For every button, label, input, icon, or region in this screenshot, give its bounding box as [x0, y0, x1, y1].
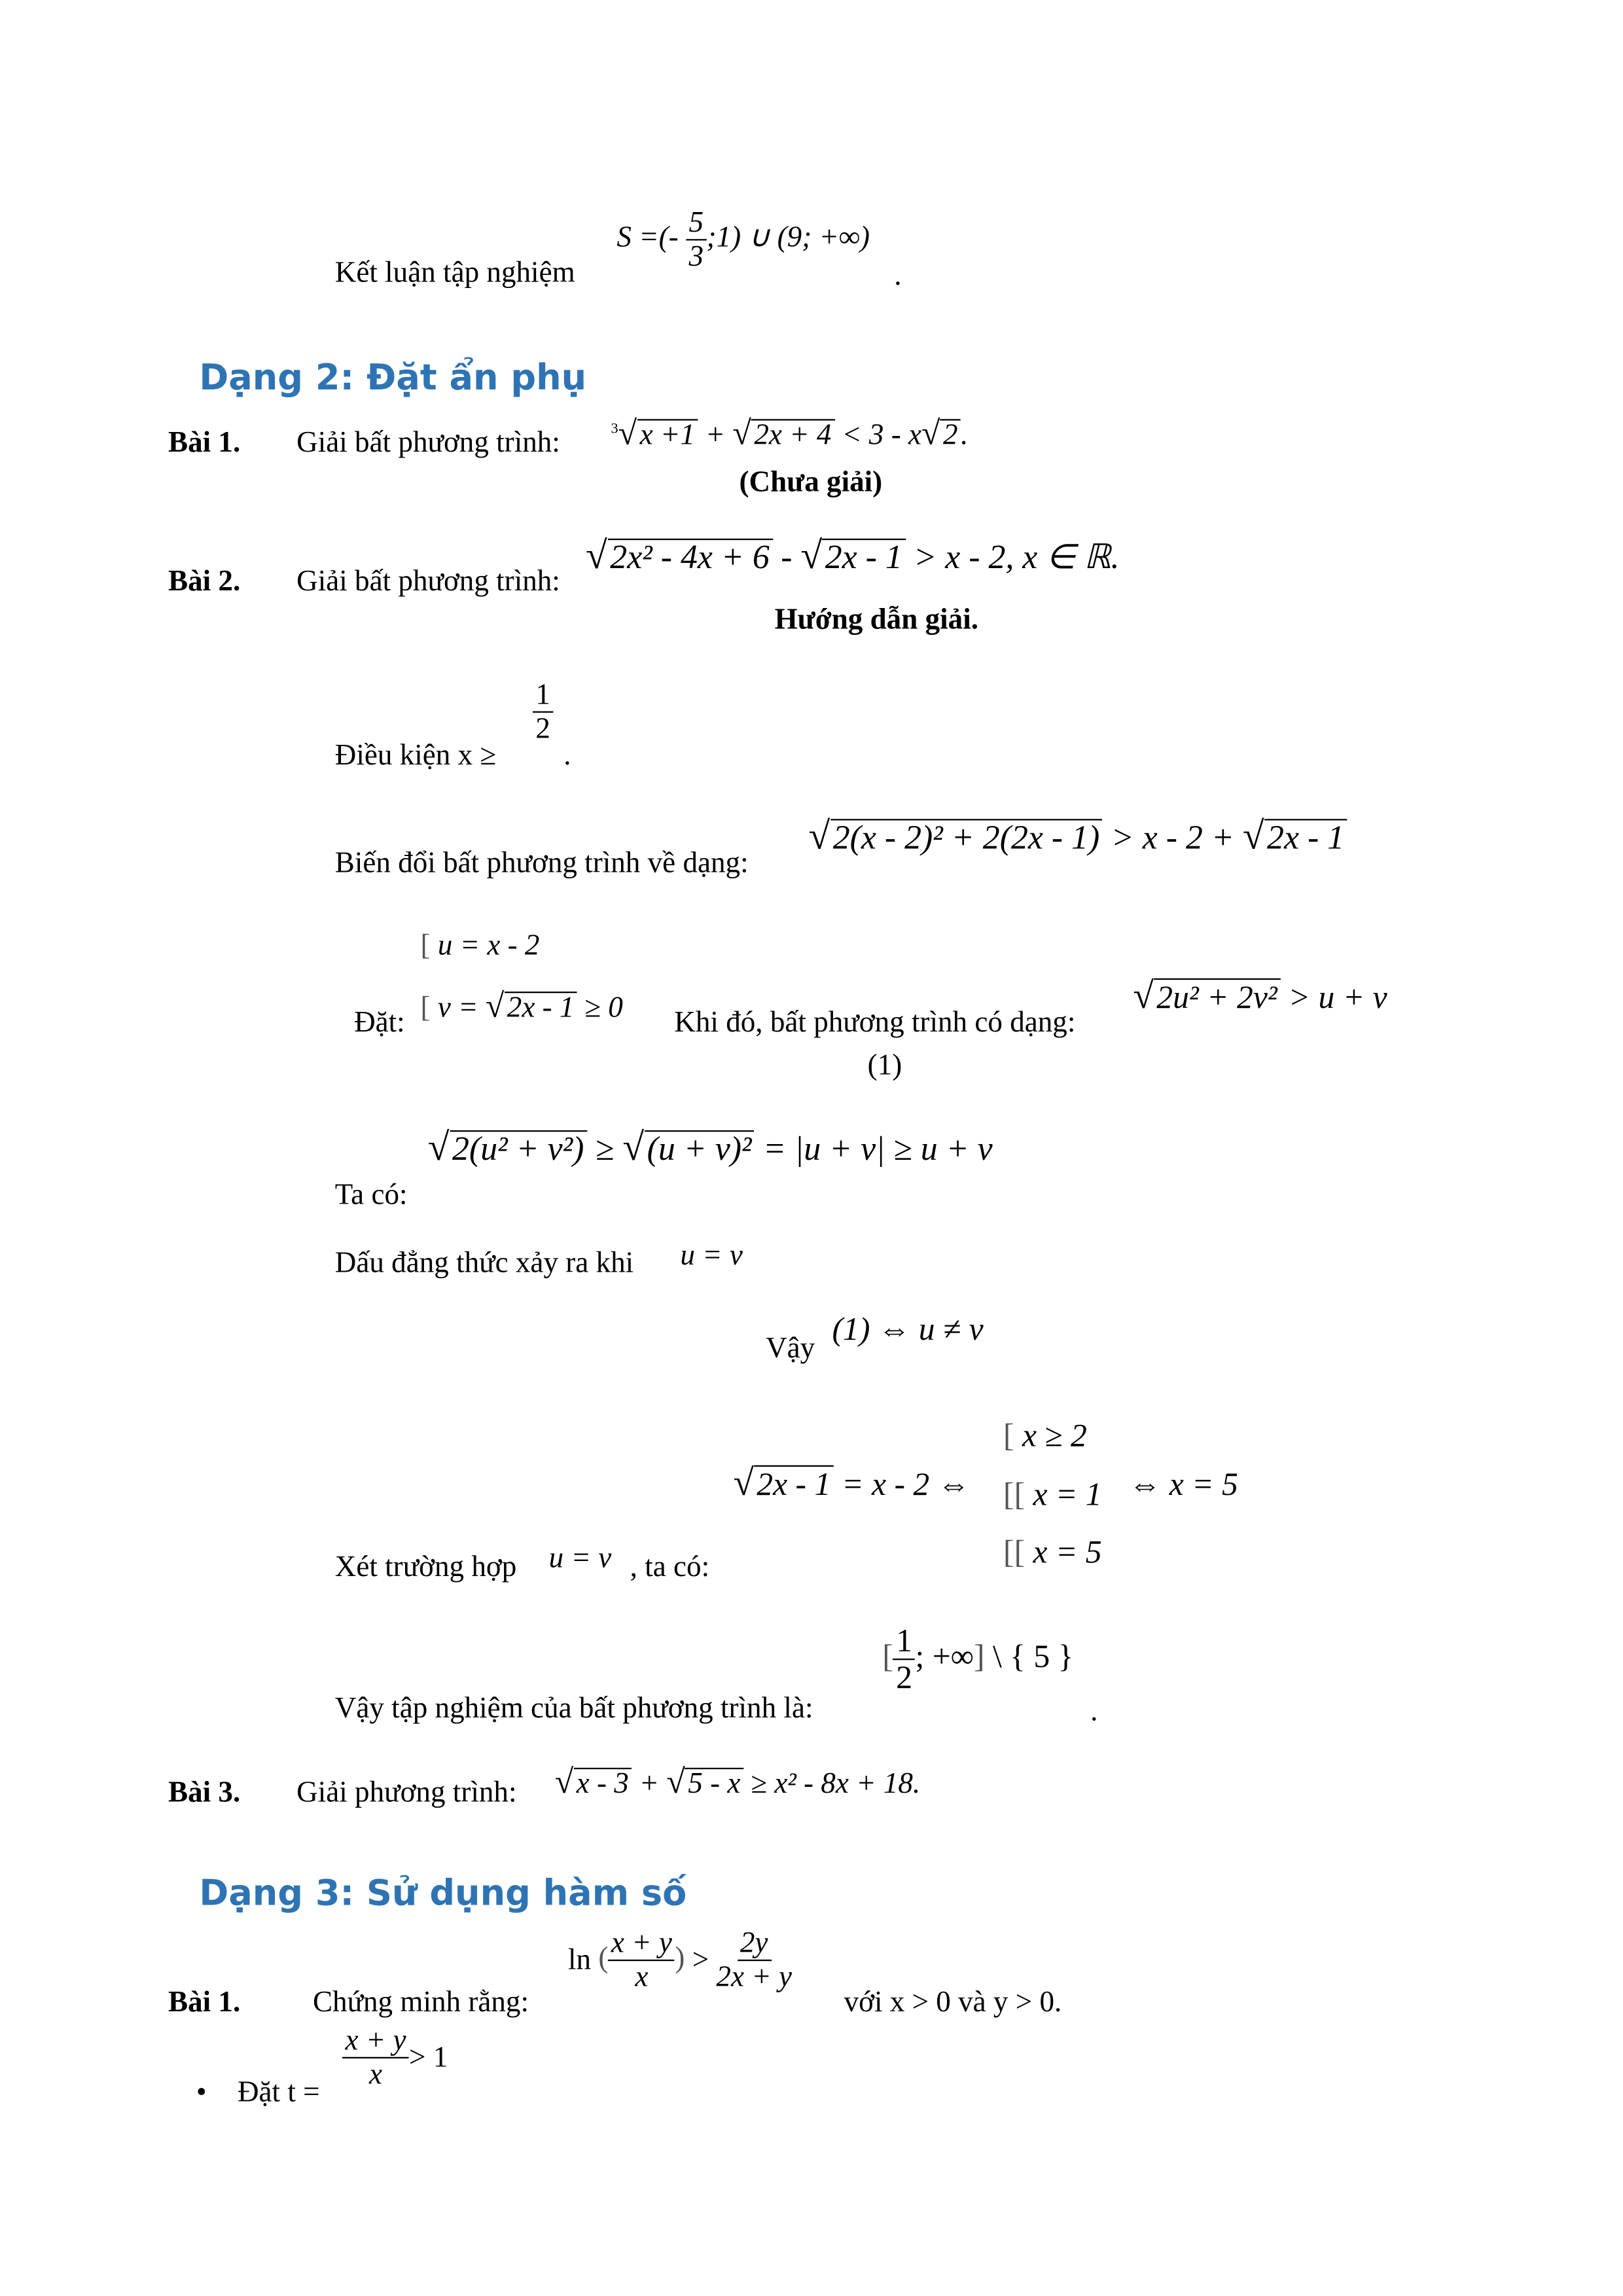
radicand: x +1 [637, 419, 698, 452]
numerator: 1 [893, 1623, 916, 1660]
exercise-label: Bài 3. [168, 1776, 241, 1810]
guide-heading: Hướng dẫn giải. [774, 603, 979, 636]
denominator: 3 [688, 240, 704, 274]
formula-part: = x - 2 ⇔ [833, 1465, 971, 1503]
condition-text: với x > 0 và y > 0. [844, 1986, 1062, 2019]
then-text: Khi đó, bất phương trình có dạng: [674, 1006, 1076, 1039]
period: . [912, 1767, 921, 1801]
exercise-formula: $^3$√ x +1 + √ 2x + 4 < 3 - x√ 2 . [611, 414, 969, 452]
equality-expr: u = v [680, 1239, 743, 1272]
numerator: 1 [533, 679, 554, 713]
unsolved-note: (Chưa giải) [739, 466, 883, 499]
formula-part: ;1) ∪ (9; +∞) [706, 221, 870, 254]
formula-part: > [685, 1944, 717, 1977]
exercise-label: Bài 1. [168, 1986, 241, 2019]
transform-formula: √ 2(x - 2)² + 2(2x - 1) > x - 2 + √ 2x - 1 [808, 814, 1347, 857]
conclusion-label: Kết luận tập nghiệm [334, 257, 575, 289]
numerator: 5 [686, 207, 707, 241]
case-system: [ x ≥ 2 [[ x = 1 [[ x = 5 [1003, 1416, 1102, 1571]
denominator: x [369, 2058, 383, 2091]
denominator: 2x + y [716, 1961, 792, 1994]
denominator: 2 [896, 1659, 913, 1696]
solution-set: [ $\frac{1}{2}$ ; +∞] \ { 5 } [882, 1621, 1074, 1696]
case-text: Xét trường hợp [334, 1551, 517, 1584]
case-conclusion: ⇔ x = 5 [1128, 1465, 1238, 1503]
equation-number: (1) [867, 1049, 902, 1082]
excluded-set: \ { 5 } [992, 1637, 1074, 1675]
subst-label: Đặt: [354, 1006, 405, 1039]
t-definition [342, 2024, 448, 2090]
exercise-text: Giải bất phương trình: [296, 565, 560, 598]
radicand: 2(u² + v²) [450, 1130, 587, 1168]
exercise-formula: ln ( $\frac{x + y}{x}$ ) > $\frac{2y}{2x + y}$ [567, 1927, 792, 1994]
bullet-text: Đặt t = [237, 2076, 320, 2109]
radicand: 2 [940, 419, 961, 452]
exercise-text: Giải bất phương trình: [296, 426, 560, 459]
transform-text: Biến đổi bất phương trình về dạng: [334, 847, 749, 880]
radicand: 2u² + 2v² [1154, 978, 1280, 1014]
formula-part: > u + v [1280, 978, 1387, 1016]
formula-part: ≥ x² - 8x + 18 [743, 1767, 913, 1801]
reduced-inequality: √ 2u² + 2v² > u + v [1133, 975, 1387, 1017]
formula-part: > x - 2 + [1102, 819, 1243, 856]
exercise-formula: √ x - 3 + √ 5 - x ≥ x² - 8x + 18. [554, 1763, 921, 1801]
exercise-text: Giải phương trình: [296, 1776, 517, 1810]
radicand: 2x - 1 [822, 539, 905, 576]
case-expr: u = v [548, 1541, 612, 1575]
period: . [563, 739, 571, 772]
formula-part: > x - 2, x ∈ ℝ. [905, 538, 1120, 576]
condition-text: Điều kiện x ≥ [334, 739, 497, 772]
formula-part: = |u + v| ≥ u + v [755, 1130, 993, 1168]
case-post: , ta có: [630, 1551, 710, 1584]
denominator: 2 [535, 712, 550, 745]
system-line: x = 5 [1033, 1533, 1102, 1571]
formula-part: + [698, 419, 733, 452]
system-line: x ≥ 2 [1022, 1416, 1087, 1454]
formula-part: ≥ 0 [577, 992, 623, 1024]
formula-part: ≥ [586, 1130, 623, 1168]
formula-part: < 3 - x [834, 419, 922, 452]
formula-part: ; +∞ [915, 1637, 974, 1675]
formula-part: . [961, 419, 969, 452]
formula-part: S =(- [616, 221, 686, 254]
bullet: • [196, 2076, 207, 2109]
equality-text: Dấu đẳng thức xảy ra khi [334, 1247, 634, 1280]
vay-label: Vậy [766, 1332, 815, 1365]
numerator: x + y [608, 1927, 675, 1961]
condition-fraction [533, 679, 554, 745]
numerator: x + y [342, 2024, 409, 2058]
section-heading-dang-3: Dạng 3: Sử dụng hàm số [199, 1872, 687, 1914]
radicand: 2(x - 2)² + 2(2x - 1) [830, 819, 1103, 856]
radicand: 5 - x [685, 1768, 743, 1801]
exercise-label: Bài 2. [168, 565, 241, 598]
radicand: x - 3 [573, 1768, 632, 1801]
period: . [894, 259, 902, 293]
section-heading-dang-2: Dạng 2: Đặt ẩn phụ [199, 357, 587, 399]
exercise-text: Chứng minh rằng: [312, 1986, 529, 2019]
case-equation: √ 2x - 1 = x - 2 ⇔ [733, 1462, 971, 1504]
solution-set-formula [616, 207, 870, 273]
exercise-label: Bài 1. [168, 426, 241, 459]
radicand: 2x - 1 [504, 992, 577, 1024]
exercise-formula: √ 2x² - 4x + 6 - √ 2x - 1 > x - 2, x ∈ ℝ. [586, 532, 1120, 577]
taco-formula: √ 2(u² + v²) ≥ √ (u + v)² = |u + v| ≥ u + v [427, 1124, 993, 1169]
numerator: 2y [737, 1927, 771, 1961]
u-definition: u = x - 2 [437, 929, 540, 962]
system-line: x = 1 [1033, 1475, 1102, 1512]
radicand: 2x - 1 [754, 1465, 834, 1501]
vay-expr: (1) ⇔ u ≠ v [832, 1310, 984, 1348]
period: . [1090, 1695, 1098, 1729]
denominator: x [635, 1961, 649, 1994]
root-index: 3 [611, 421, 618, 438]
solution-text: Vậy tập nghiệm của bất phương trình là: [334, 1692, 813, 1725]
formula-part: - [772, 538, 801, 576]
radicand: 2x - 1 [1264, 819, 1347, 856]
radicand: (u + v)² [644, 1130, 755, 1168]
substitution-system: [ u = x - 2 [ v = √ 2x - 1 ≥ 0 [420, 929, 623, 1024]
formula-part: + [632, 1767, 667, 1801]
fraction [686, 207, 707, 273]
formula-part: > 1 [409, 2041, 448, 2074]
ln: ln [567, 1944, 592, 1977]
radicand: 2x² - 4x + 6 [607, 539, 773, 576]
formula-part: v = [437, 992, 486, 1024]
radicand: 2x + 4 [751, 419, 834, 452]
taco-label: Ta có: [334, 1179, 408, 1211]
